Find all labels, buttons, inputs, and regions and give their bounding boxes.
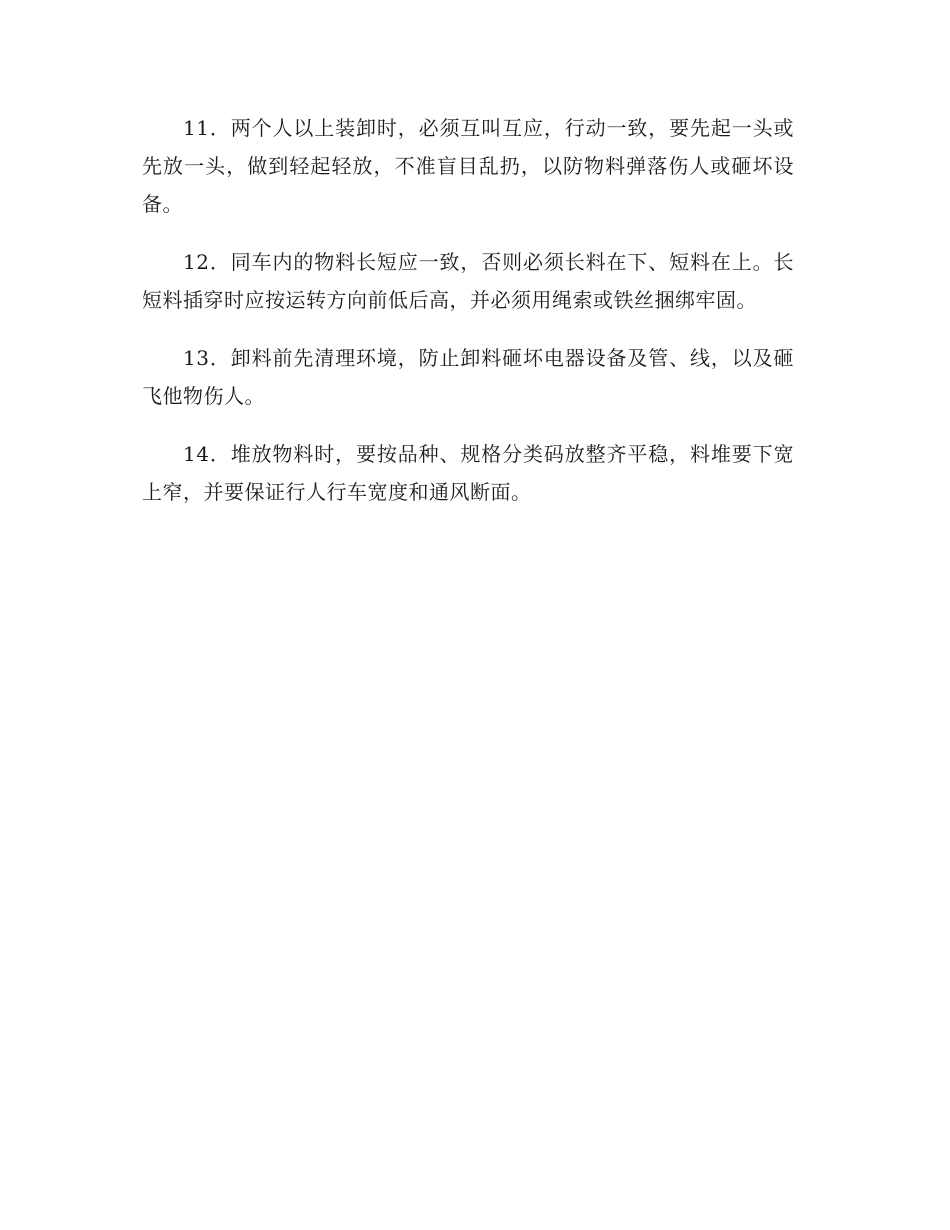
document-body bbox=[142, 109, 794, 531]
paragraph-item-12 bbox=[142, 243, 794, 319]
paragraph-text: 两个人以上装卸时，必须互叫互应，行动一致，要先起一头或先放一头，做到轻起轻放，不准盲目乱扔，以防物料弹落伤人或砸坏设备。 bbox=[142, 116, 794, 216]
paragraph-text: 同车内的物料长短应一致，否则必须长料在下、短料在上。长短料插穿时应按运转方向前低后高，并必须用绳索或铁丝捆绑牢固。 bbox=[142, 250, 794, 312]
paragraph-number: 12． bbox=[183, 250, 231, 274]
paragraph-text: 卸料前先清理环境，防止卸料砸坏电器设备及管、线，以及砸飞他物伤人。 bbox=[142, 346, 794, 408]
paragraph-number: 14． bbox=[183, 442, 231, 466]
paragraph-text: 堆放物料时，要按品种、规格分类码放整齐平稳，料堆要下宽上窄，并要保证行人行车宽度和通风断面。 bbox=[142, 442, 794, 504]
paragraph-number: 13． bbox=[183, 346, 231, 370]
paragraph-item-13 bbox=[142, 339, 794, 415]
paragraph-item-11 bbox=[142, 109, 794, 223]
paragraph-item-14 bbox=[142, 435, 794, 511]
paragraph-number: 11． bbox=[183, 116, 231, 140]
